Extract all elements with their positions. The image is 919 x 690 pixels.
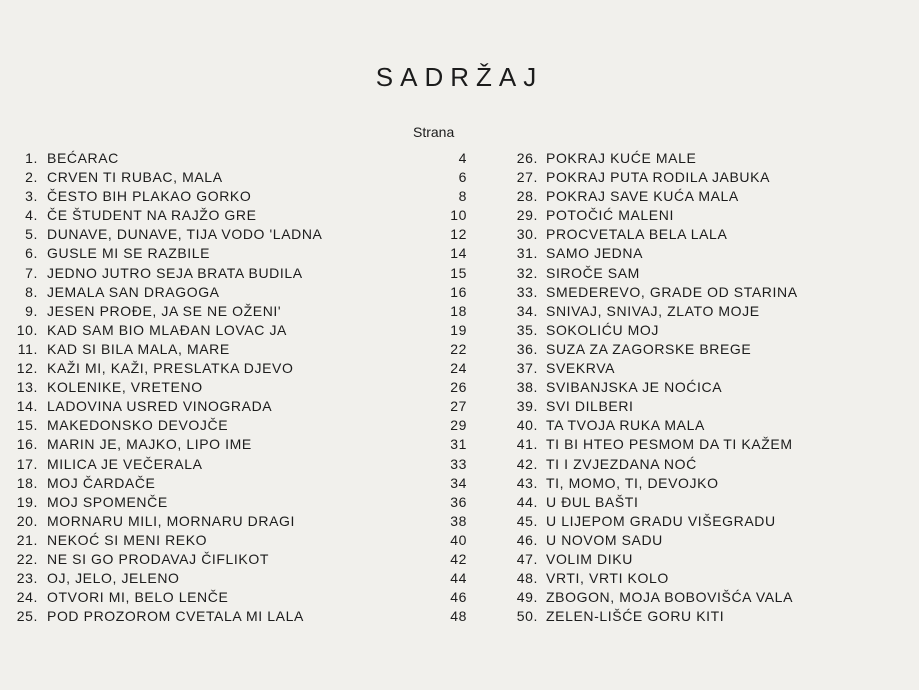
- item-title: POKRAJ PUTA RODILA JABUKA: [546, 169, 771, 186]
- item-title: MARIN JE, MAJKO, LIPO IME: [47, 436, 252, 453]
- list-item: [0, 397, 480, 416]
- item-page-number: 33: [450, 455, 467, 472]
- item-number: 44.: [516, 493, 538, 510]
- item-number: 19.: [16, 493, 38, 510]
- item-number: 36.: [516, 340, 538, 357]
- list-item: [0, 435, 480, 454]
- list-item: [508, 397, 908, 416]
- item-number: 18.: [16, 474, 38, 491]
- item-number: 38.: [516, 379, 538, 396]
- item-number: 40.: [516, 417, 538, 434]
- item-title: POKRAJ KUĆE MALE: [546, 150, 697, 166]
- item-title: MORNARU MILI, MORNARU DRAGI: [47, 512, 295, 529]
- item-page-number: 4: [458, 150, 467, 166]
- item-number: 16.: [16, 436, 38, 453]
- list-item: [508, 550, 908, 569]
- item-title: ČE ŠTUDENT NA RAJŽO GRE: [47, 207, 257, 224]
- list-item: [508, 569, 908, 588]
- item-number: 50.: [516, 608, 538, 625]
- item-number: 47.: [516, 550, 538, 567]
- list-item: [0, 531, 480, 550]
- item-title: ČESTO BIH PLAKAO GORKO: [47, 188, 252, 205]
- list-item: [508, 302, 908, 321]
- item-page-number: 40: [450, 531, 467, 548]
- list-item: [0, 607, 480, 626]
- item-title: MAKEDONSKO DEVOJČE: [47, 417, 229, 434]
- list-item: [0, 550, 480, 569]
- item-number: 14.: [16, 398, 38, 415]
- item-page-number: 46: [450, 589, 467, 606]
- item-number: 42.: [516, 455, 538, 472]
- list-item: [508, 149, 908, 168]
- item-title: OJ, JELO, JELENO: [47, 570, 180, 587]
- item-page-number: 42: [450, 550, 467, 567]
- list-item: [0, 187, 480, 206]
- item-title: JEDNO JUTRO SEJA BRATA BUDILA: [47, 264, 303, 281]
- item-title: LADOVINA USRED VINOGRADA: [47, 398, 273, 415]
- item-title: SIROČE SAM: [546, 264, 640, 281]
- item-title: SVIBANJSKA JE NOĆICA: [546, 379, 723, 396]
- item-title: SMEDEREVO, GRADE OD STARINA: [546, 283, 798, 300]
- item-page-number: 31: [450, 436, 467, 453]
- list-item: [508, 283, 908, 302]
- item-number: 27.: [516, 169, 538, 186]
- item-title: TA TVOJA RUKA MALA: [546, 417, 705, 434]
- item-number: 8.: [25, 283, 38, 300]
- item-number: 39.: [516, 398, 538, 415]
- list-item: [508, 435, 908, 454]
- item-number: 37.: [516, 360, 538, 377]
- item-page-number: 6: [458, 169, 467, 186]
- list-item: [0, 302, 480, 321]
- list-item: [508, 340, 908, 359]
- item-number: 21.: [16, 531, 38, 548]
- list-item: [0, 149, 480, 168]
- item-page-number: 19: [450, 321, 467, 338]
- item-title: POTOČIĆ MALENI: [546, 207, 674, 224]
- list-item: [0, 588, 480, 607]
- item-title: KAD SI BILA MALA, MARE: [47, 340, 230, 357]
- list-item: [508, 378, 908, 397]
- list-item: [508, 321, 908, 340]
- list-item: [0, 359, 480, 378]
- item-title: U ĐUL BAŠTI: [546, 493, 639, 510]
- list-item: [0, 569, 480, 588]
- item-number: 12.: [16, 360, 38, 377]
- item-number: 31.: [516, 245, 538, 262]
- item-page-number: 36: [450, 493, 467, 510]
- item-page-number: 16: [450, 283, 467, 300]
- list-item: [0, 264, 480, 283]
- item-number: 6.: [25, 245, 38, 262]
- item-number: 2.: [25, 169, 38, 186]
- item-number: 34.: [516, 302, 538, 319]
- item-page-number: 10: [450, 207, 467, 224]
- page-column-label: Strana: [413, 124, 455, 140]
- item-number: 33.: [516, 283, 538, 300]
- item-title: ZELEN-LIŠĆE GORU KITI: [546, 608, 725, 625]
- list-item: [0, 206, 480, 225]
- item-title: CRVEN TI RUBAC, MALA: [47, 169, 223, 186]
- item-title: JESEN PROĐE, JA SE NE OŽENI': [47, 302, 282, 319]
- item-page-number: 22: [450, 340, 467, 357]
- list-item: [0, 168, 480, 187]
- item-page-number: 15: [450, 264, 467, 281]
- item-title: TI BI HTEO PESMOM DA TI KAŽEM: [546, 436, 793, 453]
- item-title: SAMO JEDNA: [546, 245, 644, 262]
- list-item: [508, 168, 908, 187]
- item-page-number: 8: [458, 188, 467, 205]
- item-number: 48.: [516, 570, 538, 587]
- item-title: ZBOGON, MOJA BOBOVIŠĆA VALA: [546, 589, 794, 606]
- list-item: [0, 378, 480, 397]
- item-number: 5.: [25, 226, 38, 243]
- item-page-number: 44: [450, 570, 467, 587]
- item-number: 4.: [25, 207, 38, 224]
- item-page-number: 14: [450, 245, 467, 262]
- item-title: VOLIM DIKU: [546, 550, 633, 567]
- contents-list-left: [0, 149, 480, 626]
- item-number: 41.: [516, 436, 538, 453]
- list-item: [508, 264, 908, 283]
- list-item: [508, 531, 908, 550]
- item-number: 30.: [516, 226, 538, 243]
- item-number: 45.: [516, 512, 538, 529]
- list-item: [0, 416, 480, 435]
- item-title: OTVORI MI, BELO LENČE: [47, 589, 229, 606]
- item-title: NEKOĆ SI MENI REKO: [47, 531, 208, 548]
- item-page-number: 12: [450, 226, 467, 243]
- list-item: [508, 474, 908, 493]
- item-number: 3.: [25, 188, 38, 205]
- item-title: DUNAVE, DUNAVE, TIJA VODO 'LADNA: [47, 226, 323, 243]
- page-title: SADRŽAJ: [375, 62, 544, 92]
- item-page-number: 26: [450, 379, 467, 396]
- item-title: VRTI, VRTI KOLO: [546, 570, 669, 587]
- list-item: [508, 416, 908, 435]
- list-item: [0, 512, 480, 531]
- item-number: 7.: [25, 264, 38, 281]
- list-item: [508, 588, 908, 607]
- item-number: 35.: [516, 321, 538, 338]
- item-number: 46.: [516, 531, 538, 548]
- item-page-number: 27: [450, 398, 467, 415]
- item-page-number: 48: [450, 608, 467, 625]
- item-page-number: 38: [450, 512, 467, 529]
- item-number: 15.: [16, 417, 38, 434]
- item-number: 24.: [16, 589, 38, 606]
- contents-list-right: [508, 149, 908, 626]
- list-item: [508, 493, 908, 512]
- item-title: U LIJEPOM GRADU VIŠEGRADU: [546, 512, 776, 529]
- item-number: 25.: [16, 608, 38, 625]
- item-number: 10.: [16, 321, 38, 338]
- item-number: 43.: [516, 474, 538, 491]
- item-page-number: 24: [450, 360, 467, 377]
- list-item: [0, 244, 480, 263]
- item-title: KOLENIKE, VRETENO: [47, 379, 203, 396]
- item-number: 49.: [516, 589, 538, 606]
- item-number: 1.: [25, 150, 38, 166]
- item-number: 20.: [16, 512, 38, 529]
- item-title: POKRAJ SAVE KUĆA MALA: [546, 188, 739, 205]
- item-title: MOJ ČARDAČE: [47, 474, 156, 491]
- item-number: 22.: [16, 550, 38, 567]
- list-item: [508, 455, 908, 474]
- list-item: [508, 359, 908, 378]
- item-title: SNIVAJ, SNIVAJ, ZLATO MOJE: [546, 302, 760, 319]
- item-page-number: 18: [450, 302, 467, 319]
- item-page-number: 29: [450, 417, 467, 434]
- item-title: GUSLE MI SE RAZBILE: [47, 245, 211, 262]
- item-title: KAD SAM BIO MLAĐAN LOVAC JA: [47, 321, 287, 338]
- item-number: 29.: [516, 207, 538, 224]
- item-title: TI I ZVJEZDANA NOĆ: [546, 455, 697, 472]
- list-item: [508, 206, 908, 225]
- item-title: SVEKRVA: [546, 360, 616, 377]
- item-title: KAŽI MI, KAŽI, PRESLATKA DJEVO: [47, 360, 294, 377]
- item-title: POD PROZOROM CVETALA MI LALA: [47, 608, 304, 625]
- item-title: U NOVOM SADU: [546, 531, 663, 548]
- list-item: [0, 493, 480, 512]
- item-number: 11.: [17, 340, 38, 357]
- list-item: [0, 474, 480, 493]
- item-number: 23.: [16, 570, 38, 587]
- list-item: [0, 321, 480, 340]
- item-title: SVI DILBERI: [546, 398, 634, 415]
- item-title: MOJ SPOMENČE: [47, 493, 168, 510]
- item-number: 26.: [516, 150, 538, 166]
- list-item: [508, 225, 908, 244]
- list-item: [508, 244, 908, 263]
- item-number: 9.: [25, 302, 38, 319]
- list-item: [0, 283, 480, 302]
- list-item: [0, 340, 480, 359]
- list-item: [0, 455, 480, 474]
- item-title: JEMALA SAN DRAGOGA: [47, 283, 220, 300]
- item-title: BEĆARAC: [47, 150, 119, 166]
- list-item: [508, 512, 908, 531]
- item-number: 17.: [16, 455, 38, 472]
- item-number: 13.: [16, 379, 38, 396]
- item-title: TI, MOMO, TI, DEVOJKO: [546, 474, 719, 491]
- item-title: PROCVETALA BELA LALA: [546, 226, 728, 243]
- item-title: SUZA ZA ZAGORSKE BREGE: [546, 340, 752, 357]
- item-title: SOKOLIĆU MOJ: [546, 321, 659, 338]
- item-number: 32.: [516, 264, 538, 281]
- item-number: 28.: [516, 188, 538, 205]
- item-title: MILICA JE VEČERALA: [47, 455, 203, 472]
- list-item: [508, 607, 908, 626]
- list-item: [508, 187, 908, 206]
- item-title: NE SI GO PRODAVAJ ČIFLIKOT: [47, 550, 270, 567]
- item-page-number: 34: [450, 474, 467, 491]
- list-item: [0, 225, 480, 244]
